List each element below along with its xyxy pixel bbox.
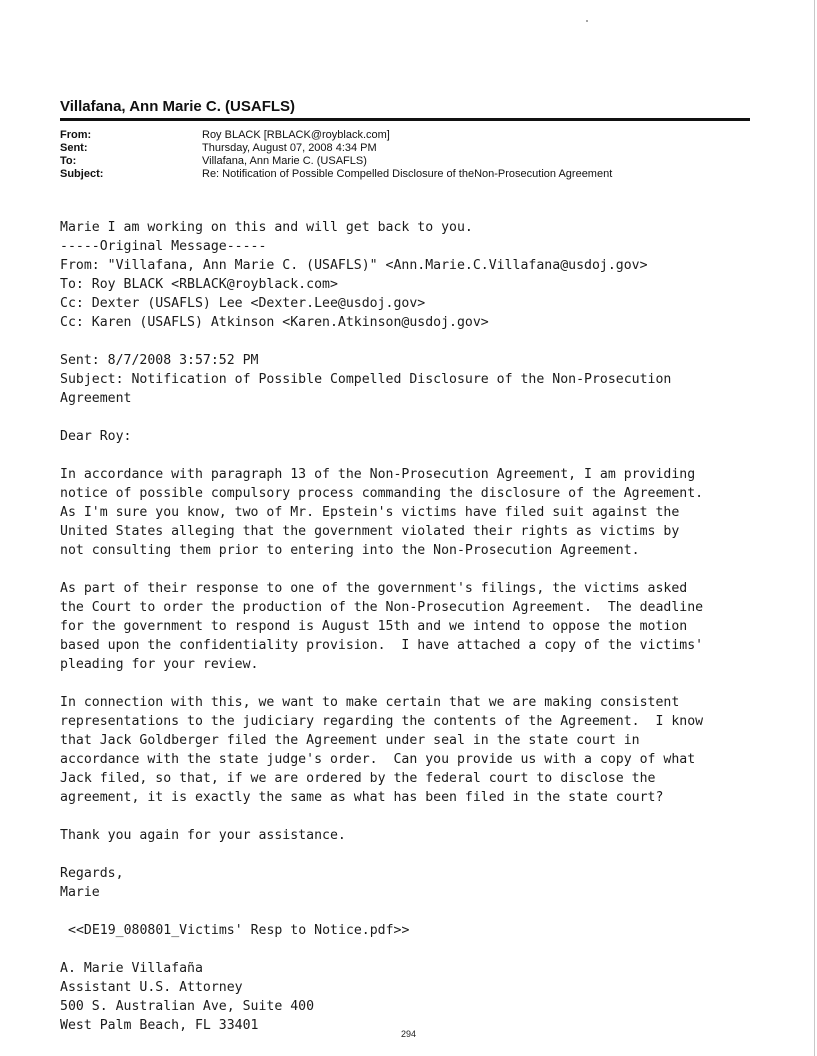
- from-label: From:: [60, 129, 92, 141]
- closing: Regards,: [60, 866, 124, 881]
- header-row-from: [60, 129, 612, 142]
- original-to: To: Roy BLACK <RBLACK@royblack.com>: [60, 277, 338, 292]
- header-row-sent: [60, 142, 612, 155]
- paragraph-line: In connection with this, we want to make certain that we are making consistent: [60, 695, 680, 710]
- paragraph-line: for the government to respond is August 15th and we intend to oppose the motion: [60, 619, 688, 634]
- attachment-reference: <<DE19_080801_Victims' Resp to Notice.pdf>>: [68, 923, 410, 938]
- paragraph-line: As I'm sure you know, two of Mr. Epstein's victims have filed suit against the: [60, 505, 680, 520]
- paragraph-line: accordance with the state judge's order. Can you provide us with a copy of what: [60, 752, 696, 767]
- original-cc-1: Cc: Dexter (USAFLS) Lee <Dexter.Lee@usdoj.gov>: [60, 296, 426, 311]
- paragraph-line: pleading for your review.: [60, 657, 259, 672]
- subject-value: Re: Notification of Possible Compelled Disclosure of theNon-Prosecution Agreement: [202, 168, 613, 180]
- paragraph-line: Jack filed, so that, if we are ordered by the federal court to disclose the: [60, 771, 656, 786]
- from-value: Roy BLACK [RBLACK@royblack.com]: [202, 129, 390, 141]
- sent-value: Thursday, August 07, 2008 4:34 PM: [202, 142, 377, 154]
- title-divider: [60, 118, 750, 121]
- paragraph-line: As part of their response to one of the government's filings, the victims asked: [60, 581, 688, 596]
- signature-address-2: West Palm Beach, FL 33401: [60, 1018, 259, 1033]
- paragraph-line: that Jack Goldberger filed the Agreement under seal in the state court in: [60, 733, 640, 748]
- email-header: [60, 129, 612, 181]
- paragraph-1: [60, 465, 760, 560]
- reply-line: Marie I am working on this and will get back to you.: [60, 220, 473, 235]
- original-subject-line-1: Subject: Notification of Possible Compelled Disclosure of the Non-Prosecution: [60, 372, 672, 387]
- scan-speck: [586, 20, 588, 22]
- header-row-subject: [60, 168, 612, 181]
- paragraph-line: agreement, it is exactly the same as what has been filed in the state court?: [60, 790, 664, 805]
- greeting: Dear Roy:: [60, 429, 132, 444]
- paragraph-line: based upon the confidentiality provision. I have attached a copy of the victims': [60, 638, 704, 653]
- paragraph-line: representations to the judiciary regarding the contents of the Agreement. I know: [60, 714, 704, 729]
- to-label: To:: [60, 155, 77, 167]
- paragraph-line: not consulting them prior to entering into the Non-Prosecution Agreement.: [60, 543, 640, 558]
- header-row-to: [60, 155, 612, 168]
- paragraph-line: notice of possible compulsory process commanding the disclosure of the Agreement.: [60, 486, 704, 501]
- signature-address-1: 500 S. Australian Ave, Suite 400: [60, 999, 315, 1014]
- paragraph-3: [60, 693, 760, 807]
- subject-label: Subject:: [60, 168, 104, 180]
- signature-title: Assistant U.S. Attorney: [60, 980, 243, 995]
- paragraph-line: In accordance with paragraph 13 of the Non-Prosecution Agreement, I am providing: [60, 467, 696, 482]
- paragraph-2: [60, 579, 760, 674]
- thanks-line: Thank you again for your assistance.: [60, 828, 346, 843]
- original-subject-line-2: Agreement: [60, 391, 132, 406]
- original-cc-2: Cc: Karen (USAFLS) Atkinson <Karen.Atkinson@usdoj.gov>: [60, 315, 489, 330]
- signature-block: [60, 959, 760, 1035]
- sent-label: Sent:: [60, 142, 88, 154]
- signature-name: A. Marie Villafaña: [60, 961, 203, 976]
- original-from: From: "Villafana, Ann Marie C. (USAFLS)" <Ann.Marie.C.Villafana@usdoj.gov>: [60, 258, 648, 273]
- paragraph-line: United States alleging that the government violated their rights as victims by: [60, 524, 680, 539]
- closing-name: Marie: [60, 885, 100, 900]
- to-value: Villafana, Ann Marie C. (USAFLS): [202, 155, 367, 167]
- mailbox-owner-title: Villafana, Ann Marie C. (USAFLS): [60, 98, 296, 115]
- paragraph-line: the Court to order the production of the Non-Prosecution Agreement. The deadline: [60, 600, 704, 615]
- original-separator: -----Original Message-----: [60, 239, 267, 254]
- page-number: 294: [400, 1029, 417, 1039]
- email-body: [60, 218, 760, 1035]
- original-sent: Sent: 8/7/2008 3:57:52 PM: [60, 353, 259, 368]
- page-edge-line: [814, 0, 815, 1056]
